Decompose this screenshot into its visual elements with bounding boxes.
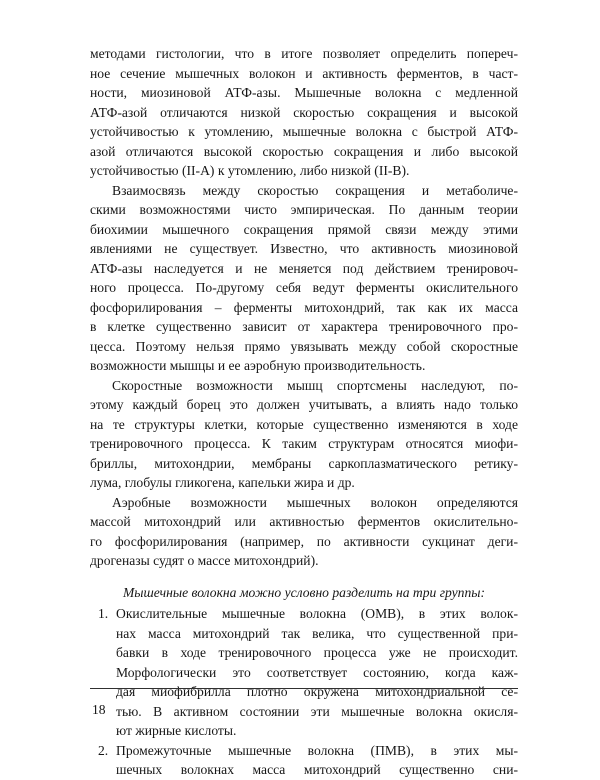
text-line: Морфологически это соответствует состоянию, когда каж- (116, 664, 518, 680)
text-line: устойчивостью (II-A) к утомлению, либо низкой (II-B). (90, 163, 410, 178)
text-line: бриллы, митохондрии, мембраны саркоплазматического ретику- (90, 455, 518, 471)
text-line: явлениями не существует. Известно, что активность миозиновой (90, 241, 518, 256)
text-line: Промежуточные мышечные волокна (ПМВ), в этих мы- (116, 742, 518, 758)
text-line: биохимии мышечного сокращения прямой связи между этими (90, 221, 518, 237)
text-line: тью. В активном состоянии эти мышечные волокна окисля- (116, 703, 518, 719)
text-line: ют жирные кислоты. (116, 723, 237, 738)
text-line: азой отличаются высокой скоростью сокращения и либо высокой (90, 143, 518, 159)
text-line: АТФ-азой отличаются низкой скоростью сокращения и высокой (90, 104, 518, 120)
text-line: Окислительные мышечные волокна (ОМВ), в этих волок- (116, 606, 518, 621)
text-line: скими возможностями чисто эмпирическая. По данным теории (90, 202, 518, 217)
page-number: 18 (92, 702, 106, 717)
text-line: на те структуры клетки, которые существенно изменяются в ходе (90, 416, 518, 432)
numbered-list (90, 604, 518, 780)
text-line: возможности мышцы и ее аэробную производительность. (90, 358, 426, 373)
text-line: Аэробные возможности мышечных волокон определяются (112, 494, 518, 510)
text-line: тренировочного процесса. К таким структурам относятся миофи- (90, 436, 518, 451)
text-line: дрогеназы судят о массе митохондрий). (90, 553, 319, 568)
text-line: фосфорилирования – ферменты митохондрий, так как их масса (90, 299, 518, 315)
list-item (90, 741, 518, 780)
text-line: в клетке существенно зависит от характера тренировочного про- (90, 319, 518, 334)
text-line: шечных волокнах масса митохондрий существенно сни- (116, 762, 518, 777)
text-line: нах масса митохондрий так велика, что существенной при- (116, 625, 518, 641)
paragraphs (90, 44, 518, 571)
text-line: Взаимосвязь между скоростью сокращения и метаболиче- (112, 182, 518, 198)
list-item-number: 1. (98, 606, 109, 621)
text-line: ное сечение мышечных волокон и активность ферментов, в част- (90, 65, 518, 81)
text-line: цесса. Поэтому нельзя прямо увязывать между собой скоростные (90, 338, 518, 354)
footer-rule (90, 688, 518, 689)
text-line: массой митохондрий или активностью ферментов окислительно- (90, 514, 518, 529)
text-line: устойчивостью к утомлению, мышечные волокна с быстрой АТФ- (90, 124, 518, 139)
text-line: АТФ-азы наследуется и не меняется под действием тренировоч- (90, 260, 518, 276)
list-intro: Мышечные волокна можно условно разделить на три группы: (122, 584, 485, 600)
text-line: го фосфорилирования (например, по активности сукцинат деги- (90, 533, 518, 549)
section-gap (90, 571, 518, 583)
text-line: ного процесса. По-другому себя ведут ферменты окислительного (90, 280, 518, 295)
body-text (90, 44, 518, 780)
text-line: дая миофибрилла плотно окружена митохондриальной се- (116, 684, 518, 699)
text-line: Скоростные возможности мышц спортсмены наследуют, по- (112, 377, 518, 393)
text-line: лума, глобулы гликогена, капельки жира и др. (90, 475, 355, 490)
list-item-number: 2. (98, 742, 109, 758)
text-line: этому каждый борец это должен учитывать, а влиять надо только (90, 397, 518, 412)
text-line: ности, миозиновой АТФ-азы. Мышечные волокна с медленной (90, 85, 518, 100)
text-line: методами гистологии, что в итоге позволяет определить попереч- (90, 46, 518, 61)
list-item (90, 604, 518, 741)
text-line: бавки в ходе тренировочного процесса уже не происходит. (116, 645, 518, 660)
